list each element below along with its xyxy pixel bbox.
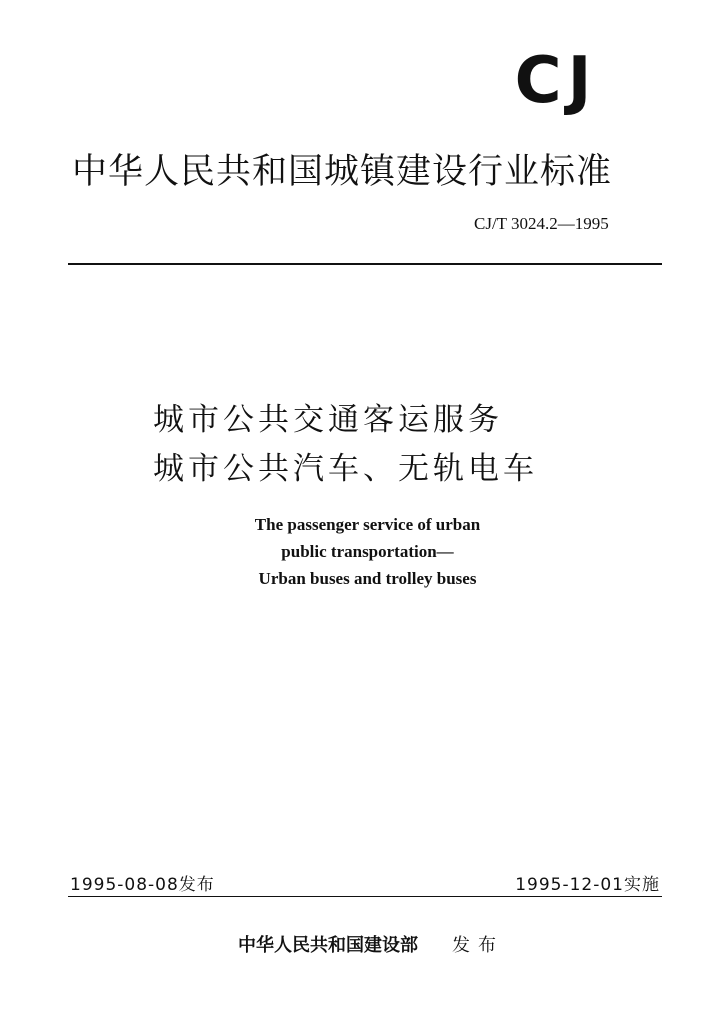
publish-label: 发布	[452, 935, 504, 956]
top-divider	[68, 263, 662, 265]
english-title-line-3: Urban buses and trolley buses	[258, 569, 477, 588]
english-title	[200, 511, 535, 592]
publisher: 中华人民共和国建设部	[238, 935, 418, 956]
english-title-line-2: public transportation—	[281, 542, 454, 561]
implementation-date: 1995-12-01实施	[515, 875, 660, 895]
english-title-line-1: The passenger service of urban	[254, 515, 481, 534]
chinese-title-line-2: 城市公共汽车、无轨电车	[153, 451, 538, 487]
issue-date: 1995-08-08发布	[70, 875, 215, 895]
chinese-title-line-1: 城市公共交通客运服务	[153, 402, 503, 438]
bottom-divider	[68, 896, 662, 897]
standard-code: CJ/T 3024.2—1995	[474, 214, 609, 233]
org-title: 中华人民共和国城镇建设行业标准	[72, 152, 613, 192]
cj-logo: CJ	[514, 44, 598, 118]
